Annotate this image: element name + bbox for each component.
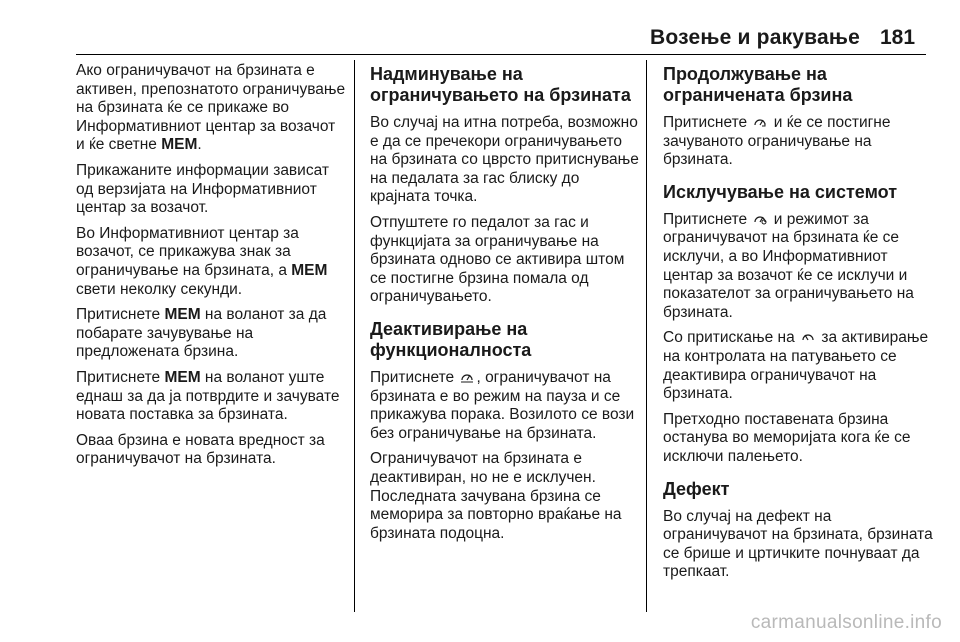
col3-paragraph-4: Претходно поставената брзина останува во меморијата кога ќе се исключи палењето.	[663, 410, 911, 465]
header-title: Возење и ракување	[650, 26, 860, 49]
text: Притиснете	[370, 368, 459, 386]
col2-paragraph-4: Ограничувачот на брзината е деактивиран, но не е исклучен. Последната зачувана брзина се меморира за повторно враќање на брзината подоцна.	[370, 450, 622, 542]
text: Притиснете	[76, 306, 165, 324]
heading-system-off: Исклучување на системот	[663, 181, 898, 202]
heading-exceeding-limit: Надминување на ограничувањето на брзината	[370, 64, 631, 105]
text: Ако ограничувачот на брзината е активен, препознатото ограничување на брзината ќе се прикаже во Информативниот центар за возачот и ќе светне	[76, 62, 346, 154]
text: Со притискање на	[663, 329, 800, 347]
col1-paragraph-2: Прикажаните информации зависат од верзијата на Информативниот центар за возачот.	[76, 161, 329, 217]
text: Притиснете	[663, 210, 752, 228]
heading-resume-limit: Продолжување на ограничената брзина	[663, 64, 853, 105]
col2-paragraph-3	[370, 369, 642, 443]
col2-paragraph-2: Отпуштете го педалот за гас и функцијата за ограничување на брзината одново се активира штом се постигне брзина помала од ограничувањето.	[370, 213, 625, 306]
col1-paragraph-4	[76, 306, 348, 362]
text: .	[197, 136, 202, 154]
speed-limiter-off-icon	[753, 212, 767, 225]
col3-paragraph-1	[663, 114, 935, 170]
text: Притиснете	[76, 368, 165, 386]
mem-label: MEM	[161, 136, 198, 154]
mem-label: MEM	[164, 306, 201, 324]
col3-paragraph-3	[663, 329, 935, 403]
text: Во Информативниот центар за возачот, се прикажува знак за ограничување на брзината, а	[76, 224, 299, 279]
mem-label: MEM	[164, 368, 201, 386]
text: свети неколку секунди.	[76, 280, 243, 298]
heading-fault: Дефект	[663, 478, 730, 499]
text: на воланот уште еднаш за да ја потврдите и зачувате новата поставка за брзината.	[76, 368, 340, 424]
text: на воланот за да побарате зачувување на предложената брзина.	[76, 306, 327, 361]
header-rule	[76, 54, 926, 55]
page-number: 181	[880, 26, 916, 49]
text: и режимот за ограничувачот на брзината ќе се исклучи, а во Информативниот центар за возачот ќе се исклучи и показателот за ограничувањето на брзината.	[663, 210, 914, 321]
speed-limiter-resume-icon	[753, 115, 767, 128]
page-header	[0, 0, 960, 56]
heading-deactivation: Деактивирање на функционалноста	[370, 318, 532, 360]
col1-paragraph-6: Оваа брзина е новата вредност за ограничувачот на брзината.	[76, 431, 325, 468]
cruise-control-icon	[801, 330, 815, 343]
col1-paragraph-1	[76, 62, 348, 155]
speed-limiter-pause-icon	[460, 370, 474, 383]
col3-paragraph-2	[663, 211, 935, 323]
col3-paragraph-5: Во случај на дефект на ограничувачот на брзината, брзината се брише и цртичките почнуваат да трепкаат.	[663, 507, 933, 581]
col1-paragraph-5	[76, 369, 348, 425]
column-1	[76, 62, 348, 476]
column-divider-2	[646, 60, 647, 612]
text: за активирање на контролата на патувањето се деактивира ограничувачот на брзината.	[663, 329, 929, 403]
text: Притиснете	[663, 114, 752, 131]
column-2	[370, 62, 642, 550]
column-3	[663, 62, 935, 589]
column-divider-1	[354, 60, 355, 612]
text: и ќе се постигне зачуваното ограничување на брзината.	[663, 114, 891, 169]
col1-paragraph-3	[76, 225, 348, 299]
mem-label: MEM	[291, 261, 328, 279]
text: , ограничувачот на брзината е во режим на пауза и се прикажува порака. Возилото се вози без ограничување на брзината.	[370, 368, 635, 442]
watermark: carmanualsonline.info	[750, 612, 942, 633]
col2-paragraph-1: Во случај на итна потреба, возможно е да се пречекори ограничувањето на брзината со цврсто притиснување на педалата за гас блиску до крајната точка.	[370, 114, 639, 206]
